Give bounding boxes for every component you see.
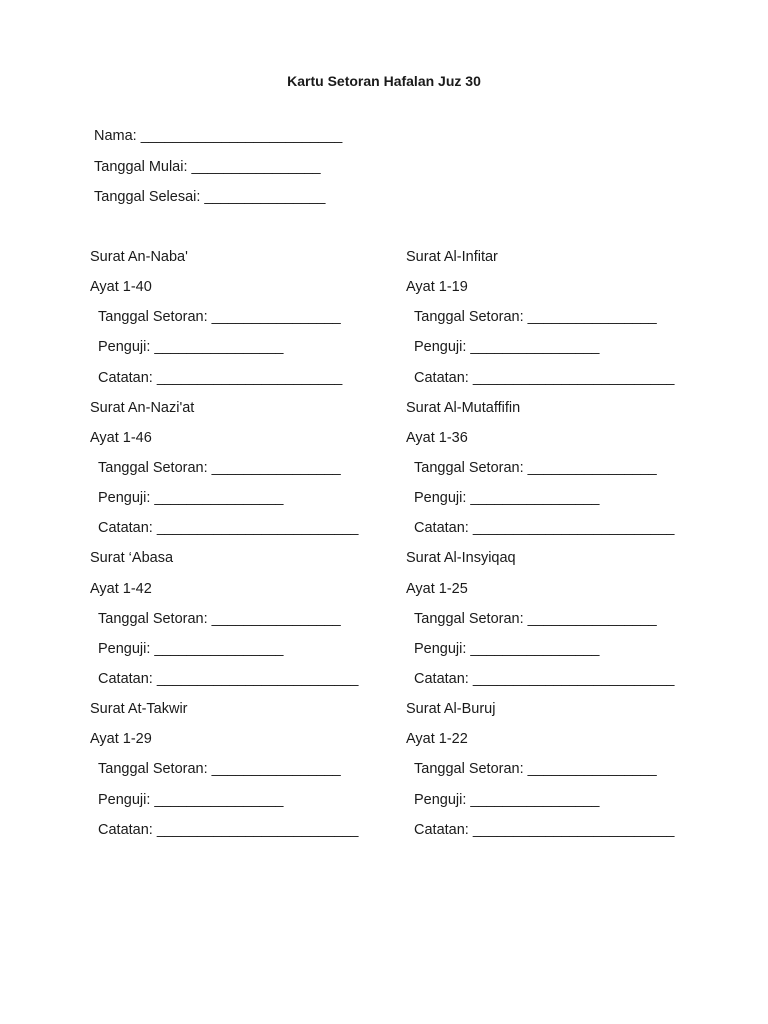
ayat-range: Ayat 1-36 <box>406 429 468 446</box>
catatan-field: Catatan: _________________________ <box>98 520 359 537</box>
tanggal-setoran-field: Tanggal Setoran: ________________ <box>98 459 341 476</box>
surat-name: Surat Al-Insyiqaq <box>406 550 516 567</box>
nama-field: Nama: _________________________ <box>94 128 343 144</box>
surat-block <box>406 701 706 852</box>
penguji-field: Penguji: ________________ <box>414 490 600 507</box>
catatan-field: Catatan: _________________________ <box>414 369 675 386</box>
catatan-field: Catatan: _________________________ <box>98 670 359 687</box>
penguji-field: Penguji: ________________ <box>98 791 284 808</box>
catatan-field: Catatan: _________________________ <box>414 670 675 687</box>
penguji-field: Penguji: ________________ <box>98 490 284 507</box>
surat-block <box>406 400 706 551</box>
tanggal-mulai-field: Tanggal Mulai: ________________ <box>94 158 321 175</box>
catatan-field: Catatan: _________________________ <box>414 520 675 537</box>
penguji-field: Penguji: ________________ <box>414 791 600 808</box>
ayat-range: Ayat 1-19 <box>406 279 468 296</box>
surat-name: Surat ‘Abasa <box>90 550 174 567</box>
tanggal-setoran-field: Tanggal Setoran: ________________ <box>98 309 341 326</box>
ayat-range: Ayat 1-46 <box>90 429 152 446</box>
tanggal-selesai-field: Tanggal Selesai: _______________ <box>94 189 326 205</box>
ayat-range: Ayat 1-29 <box>90 731 152 748</box>
header-fields <box>94 128 342 220</box>
surat-block <box>90 249 390 400</box>
penguji-field: Penguji: ________________ <box>414 339 600 356</box>
tanggal-setoran-field: Tanggal Setoran: ________________ <box>414 459 657 476</box>
ayat-range: Ayat 1-25 <box>406 580 468 597</box>
surat-name: Surat At-Takwir <box>90 701 188 718</box>
left-column <box>90 249 390 852</box>
surat-name: Surat An-Naba' <box>90 249 188 265</box>
tanggal-setoran-field: Tanggal Setoran: ________________ <box>414 309 657 326</box>
surat-block <box>406 550 706 701</box>
surat-block <box>90 400 390 551</box>
tanggal-setoran-field: Tanggal Setoran: ________________ <box>414 761 657 778</box>
surat-name: Surat Al-Mutaffifin <box>406 399 521 416</box>
ayat-range: Ayat 1-42 <box>90 580 152 597</box>
tanggal-setoran-field: Tanggal Setoran: ________________ <box>98 610 341 627</box>
catatan-field: Catatan: _________________________ <box>414 821 675 838</box>
penguji-field: Penguji: ________________ <box>414 640 600 657</box>
surat-block <box>90 550 390 701</box>
surat-block <box>90 701 390 852</box>
page-title: Kartu Setoran Hafalan Juz 30 <box>287 73 481 89</box>
surat-name: Surat Al-Infitar <box>406 249 498 265</box>
surat-block <box>406 249 706 400</box>
surat-name: Surat An-Nazi'at <box>90 399 195 416</box>
tanggal-setoran-field: Tanggal Setoran: ________________ <box>414 610 657 627</box>
surat-name: Surat Al-Buruj <box>406 701 496 718</box>
penguji-field: Penguji: ________________ <box>98 640 284 657</box>
ayat-range: Ayat 1-40 <box>90 279 152 296</box>
catatan-field: Catatan: _________________________ <box>98 821 359 838</box>
catatan-field: Catatan: _______________________ <box>98 369 343 386</box>
ayat-range: Ayat 1-22 <box>406 731 468 748</box>
penguji-field: Penguji: ________________ <box>98 339 284 356</box>
tanggal-setoran-field: Tanggal Setoran: ________________ <box>98 761 341 778</box>
right-column <box>406 249 706 852</box>
